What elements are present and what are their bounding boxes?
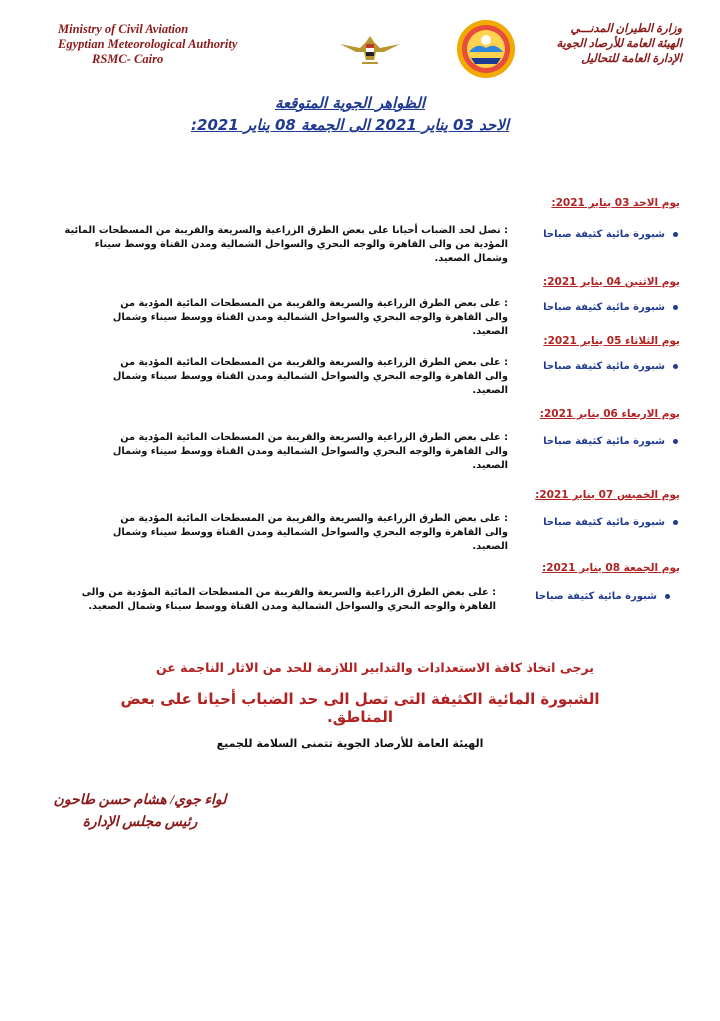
ministry-name-en: Ministry of Civil Aviation	[58, 22, 189, 36]
day-description: : على بعض الطرق الزراعية والسريعة والقريبة من المسطحات المائية المؤدية من والى القاهرة والوجه البحري والسواحل الشمالية ومدن القناة ووسط سيناء وشمال الصعيد.	[112, 357, 508, 396]
day-description: : على بعض الطرق الزراعية والسريعة والقريبة من المسطحات المائية المؤدية من والى القاهرة والوجه البحري والسواحل الشمالية ومدن القناة ووسط سيناء وشمال الصعيد.	[112, 298, 508, 337]
day-label: يوم الثلاثاء 05 يناير 2021:	[543, 335, 680, 347]
day-description: : على بعض الطرق الزراعية والسريعة والقريبة من المسطحات المائية المؤدية من والى القاهرة والوجه البحري والسواحل الشمالية ومدن القناة ووسط سيناء وشمال الصعيد.	[112, 432, 508, 471]
day-label: يوم الاحد 03 يناير 2021:	[551, 197, 680, 209]
day-label: يوم الاثنين 04 يناير 2021:	[543, 276, 680, 288]
bullet-icon	[665, 594, 670, 599]
closing-message: الهيئة العامة للأرصاد الجوية تتمنى السلامة للجميع	[216, 737, 484, 750]
title-line-2: الاحد 03 يناير 2021 الى الجمعة 08 يناير 2021:	[191, 116, 509, 134]
day-label: يوم الجمعة 08 يناير 2021:	[541, 562, 680, 574]
signatory-role: رئيس مجلس الإدارة	[82, 815, 198, 830]
department-name-ar: الإدارة العامة للتحاليل	[581, 53, 682, 65]
title-line-1: الظواهر الجوية المتوقعة	[274, 94, 426, 112]
phenomenon-item	[528, 361, 678, 372]
phenomenon-text: شبورة مائية كثيفة صباحا	[543, 302, 665, 313]
phenomenon-text: شبورة مائية كثيفة صباحا	[535, 591, 657, 602]
bullet-icon	[673, 305, 678, 310]
phenomenon-text: شبورة مائية كثيفة صباحا	[543, 517, 665, 528]
phenomenon-text: شبورة مائية كثيفة صباحا	[543, 361, 665, 372]
header-arabic	[492, 22, 682, 67]
advice-line-1: يرجى اتخاذ كافة الاستعدادات والتدابير اللازمة للحد من الاثار الناجمة عن	[156, 660, 594, 675]
phenomenon-item	[510, 591, 670, 602]
bullet-icon	[673, 520, 678, 525]
bullet-icon	[673, 364, 678, 369]
authority-name-en: Egyptian Meteorological Authority	[58, 37, 238, 51]
phenomenon-item	[528, 436, 678, 447]
day-label: يوم الخميس 07 يناير 2021:	[535, 489, 680, 501]
rsmc-name-en: RSMC- Cairo	[92, 52, 164, 66]
day-label: يوم الاربعاء 06 يناير 2021:	[539, 408, 680, 420]
day-description: : على بعض الطرق الزراعية والسريعة والقريبة من المسطحات المائية المؤدية من والى القاهرة والوجه البحري والسواحل الشمالية ومدن القناة ووسط سيناء وشمال الصعيد.	[112, 513, 508, 552]
bullet-icon	[673, 232, 678, 237]
authority-name-ar: الهيئة العامة للأرصاد الجوية	[556, 38, 682, 50]
header-english	[58, 22, 273, 67]
signatory-name: لواء جوي/ هشام حسن طاحون	[53, 793, 227, 808]
phenomenon-item	[528, 302, 678, 313]
phenomenon-item	[528, 229, 678, 240]
advice-line-2: الشبورة المائية الكثيفة التى تصل الى حد الضباب أحيانا على بعض المناطق.	[120, 690, 600, 726]
egypt-eagle-emblem-icon	[338, 30, 402, 70]
ministry-name-ar: وزارة الطيران المدنـــي	[570, 23, 682, 35]
day-description: : تصل لحد الضباب أحيانا على بعض الطرق الزراعية والسريعة والقريبة من المسطحات المائية المؤدية من والى القاهرة والوجه البحري والسواحل الشمالية ومدن القناة ووسط سيناء وشمال الصعيد.	[64, 225, 508, 264]
bullet-icon	[673, 439, 678, 444]
day-description: : على بعض الطرق الزراعية والسريعة والقريبة من المسطحات المائية المؤدية من والى القاهرة والوجه البحري والسواحل الشمالية ومدن القناة ووسط سيناء وشمال الصعيد.	[81, 587, 496, 612]
page-title	[150, 92, 550, 136]
phenomenon-item	[528, 517, 678, 528]
phenomenon-text: شبورة مائية كثيفة صباحا	[543, 229, 665, 240]
signature-block	[40, 790, 240, 834]
phenomenon-text: شبورة مائية كثيفة صباحا	[543, 436, 665, 447]
